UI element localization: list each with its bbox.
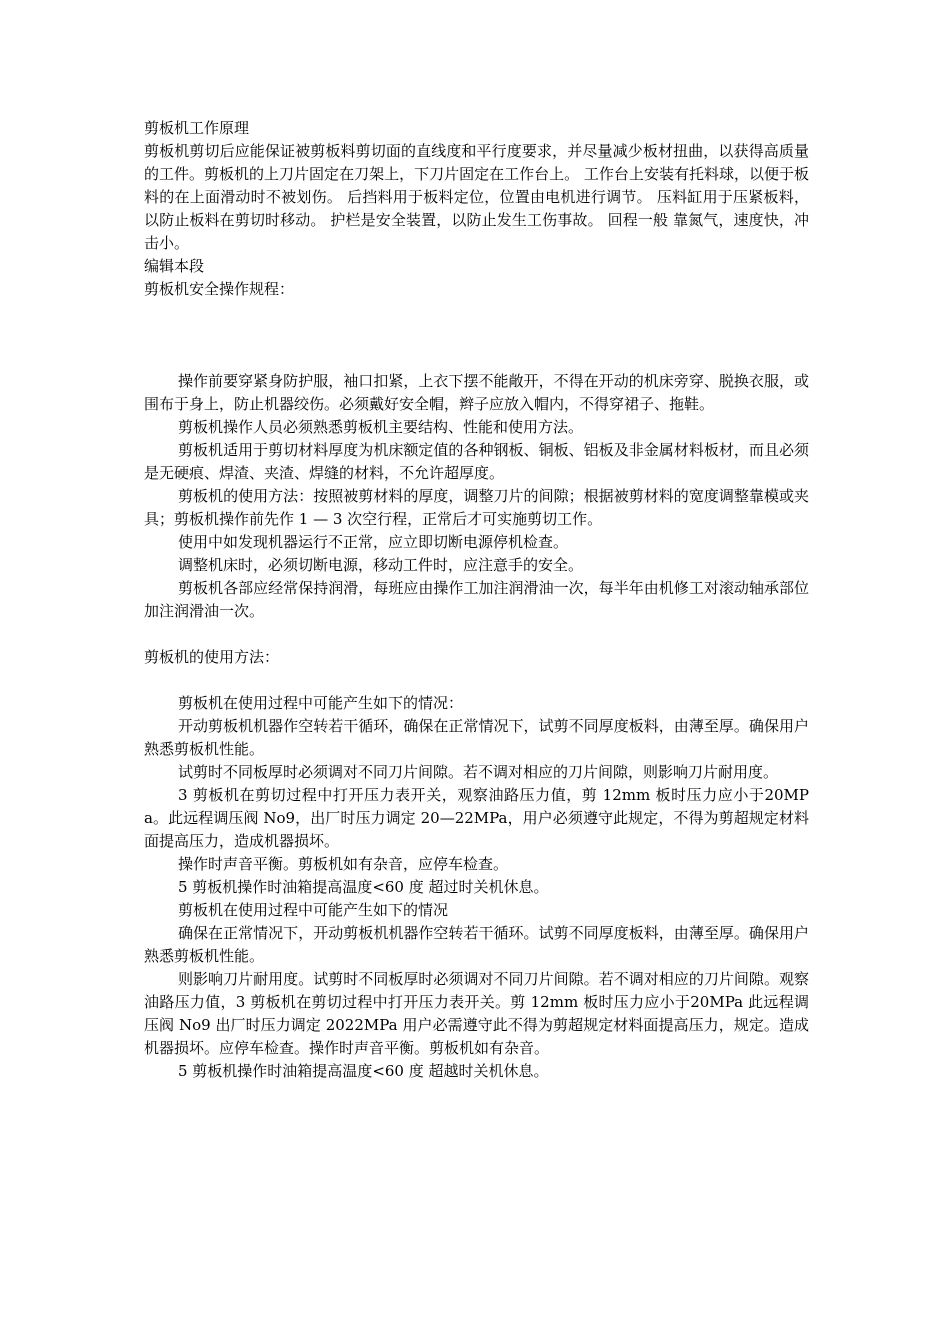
usage-item: 操作时声音平衡。剪板机如有杂音，应停车检查。: [178, 855, 509, 873]
section-title-principle: 剪板机工作原理: [144, 119, 250, 137]
usage-item: 剪板机在使用过程中可能产生如下的情况: [178, 901, 449, 919]
usage-item: 3 剪板机在剪切过程中打开压力表开关，观察油路压力值，剪 12mm 板时压力应小于20MPa。此远程调压阀 No9，出厂时压力调定 20—22MPa，用户必须遵守此规定，不得为剪超规定材料面提高压力，造成机器损坏。: [144, 786, 809, 850]
safety-item: 剪板机各部应经常保持润滑，每班应由操作工加注润滑油一次，每半年由机修工对滚动轴承部位加注润滑油一次。: [144, 579, 809, 620]
usage-item: 试剪时不同板厚时必须调对不同刀片间隙。若不调对相应的刀片间隙，则影响刀片耐用度。: [178, 763, 779, 781]
spacer: [144, 669, 809, 692]
section-title-safety: 剪板机安全操作规程：: [144, 280, 295, 298]
spacer: [144, 301, 809, 370]
principle-paragraph: 剪板机剪切后应能保证被剪板料剪切面的直线度和平行度要求，并尽量减少板材扭曲，以获得高质量的工件。剪板机的上刀片固定在刀架上，下刀片固定在工作台上。 工作台上安装有托料球，以便于板料的在上面滑动时不被划伤。 后挡料用于板料定位，位置由电机进行调节。 压料缸用于压紧板料，以防止板料在剪切时移动。 护栏是安全装置，以防止发生工伤事故。 回程一般 靠氮气，速度快，冲击小。: [144, 142, 809, 252]
safety-item: 调整机床时，必须切断电源，移动工件时，应注意手的安全。: [178, 556, 584, 574]
spacer: [144, 623, 809, 646]
edit-section-link[interactable]: 编辑本段: [144, 257, 205, 275]
usage-item: 剪板机在使用过程中可能产生如下的情况：: [178, 694, 464, 712]
document-body: [144, 117, 809, 1083]
usage-item: 5 剪板机操作时油箱提高温度<60 度 超越时关机休息。: [178, 1062, 549, 1080]
usage-item: 则影响刀片耐用度。试剪时不同板厚时必须调对不同刀片间隙。若不调对相应的刀片间隙。观察油路压力值，3 剪板机在剪切过程中打开压力表开关。剪 12mm 板时压力应小于20MPa 此远程调压阀 No9 出厂时压力调定 2022MPa 用户必需遵守此不得为剪超规定材料面提高压力，规定。造成机器损坏。应停车检查。操作时声音平衡。剪板机如有杂音。: [144, 970, 809, 1057]
safety-item: 操作前要穿紧身防护服，袖口扣紧，上衣下摆不能敞开，不得在开动的机床旁穿、脱换衣服，或围布于身上，防止机器绞伤。必须戴好安全帽，辫子应放入帽内，不得穿裙子、拖鞋。: [144, 372, 809, 413]
section-title-usage: 剪板机的使用方法：: [144, 648, 280, 666]
usage-item: 5 剪板机操作时油箱提高温度<60 度 超过时关机休息。: [178, 878, 549, 896]
safety-item: 使用中如发现机器运行不正常，应立即切断电源停机检查。: [178, 533, 569, 551]
safety-item: 剪板机适用于剪切材料厚度为机床额定值的各种钢板、铜板、铝板及非金属材料板材，而且必须是无硬痕、焊渣、夹渣、焊缝的材料，不允许超厚度。: [144, 441, 809, 482]
safety-item: 剪板机操作人员必须熟悉剪板机主要结构、性能和使用方法。: [178, 418, 584, 436]
safety-item: 剪板机的使用方法：按照被剪材料的厚度，调整刀片的间隙；根据被剪材料的宽度调整靠模或夹具；剪板机操作前先作 1 — 3 次空行程，正常后才可实施剪切工作。: [144, 487, 809, 528]
usage-item: 开动剪板机机器作空转若干循环，确保在正常情况下，试剪不同厚度板料，由薄至厚。确保用户熟悉剪板机性能。: [144, 717, 809, 758]
usage-item: 确保在正常情况下，开动剪板机机器作空转若干循环。试剪不同厚度板料，由薄至厚。确保用户熟悉剪板机性能。: [144, 924, 809, 965]
